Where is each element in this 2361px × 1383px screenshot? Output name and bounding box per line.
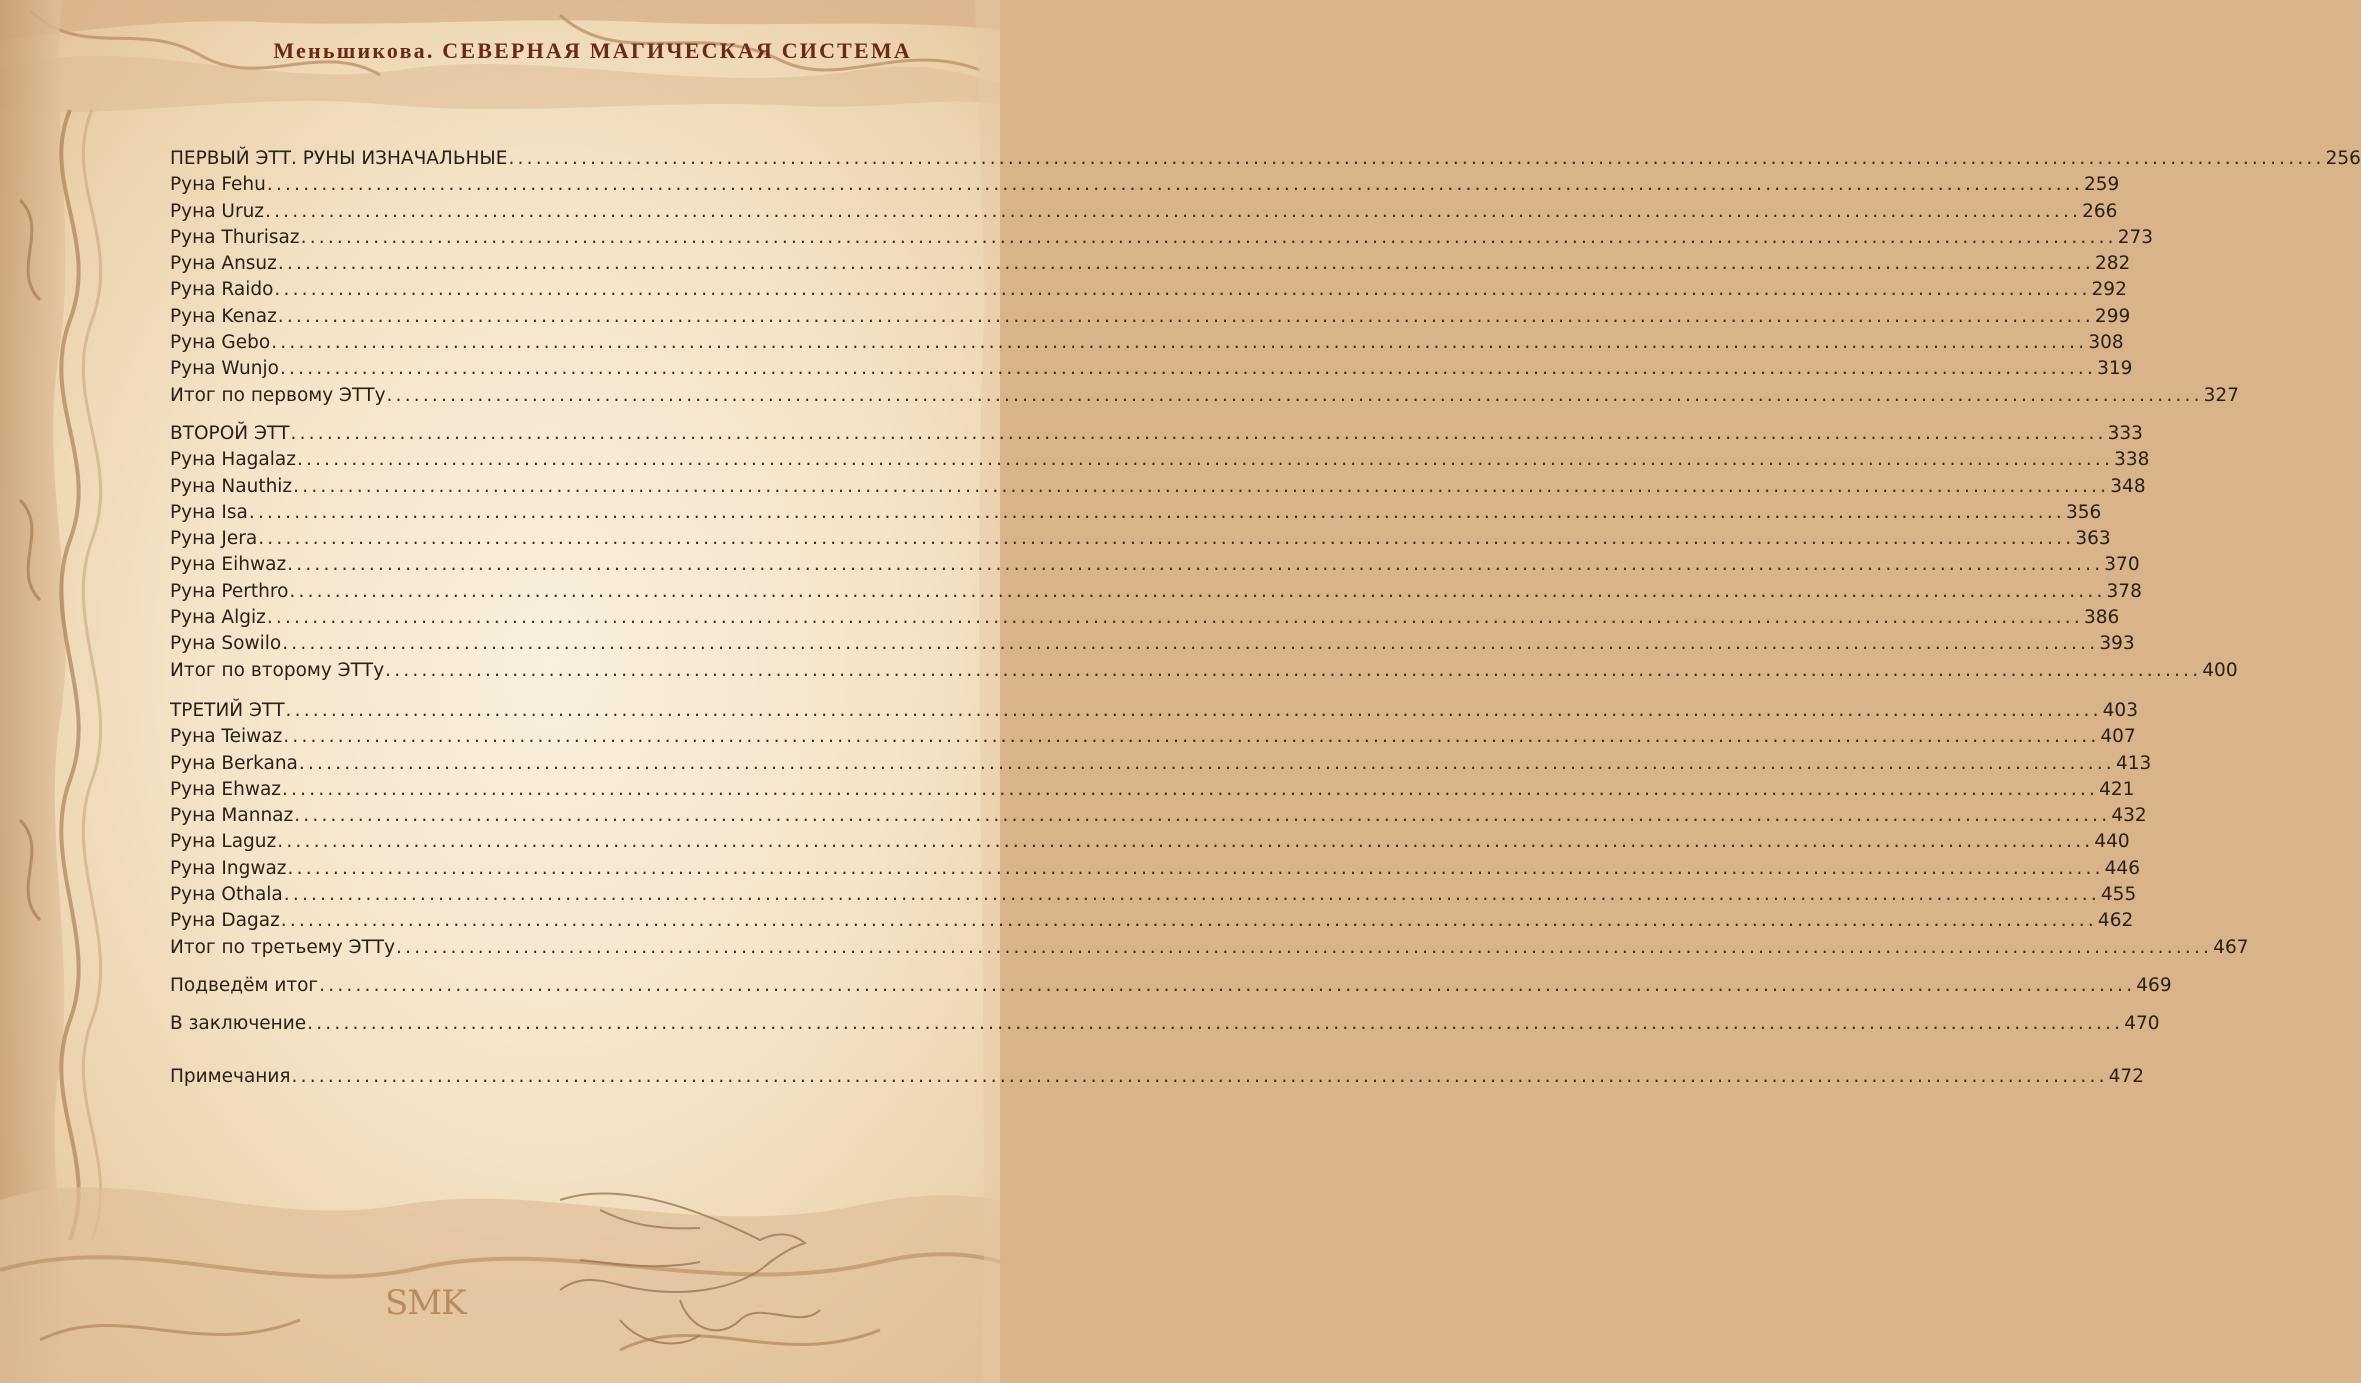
toc-entry-page: 432	[2111, 805, 2147, 827]
toc-entry-title: Руна Hagalaz	[170, 449, 296, 471]
toc-entry[interactable]	[170, 751, 2152, 777]
toc-entry-title: Итог по первому ЭТТу	[170, 384, 386, 406]
toc-entry[interactable]	[170, 579, 2142, 605]
toc-leader-dots: ........................................................................................................................................................................................................	[277, 831, 2094, 853]
toc-entry[interactable]	[170, 605, 2120, 631]
table-of-contents	[170, 146, 2361, 1090]
toc-entry-page: 400	[2202, 659, 2238, 681]
toc-entry[interactable]	[170, 251, 2131, 277]
toc-entry-title: Руна Ansuz	[170, 253, 277, 275]
toc-leader-dots: ........................................................................................................................................................................................................	[508, 148, 2325, 169]
toc-entry[interactable]	[170, 447, 2150, 473]
section-gap	[170, 1038, 941, 1064]
toc-entry-title: ТРЕТИЙ ЭТТ	[170, 699, 285, 721]
toc-entry-title: Руна Fehu	[170, 174, 266, 196]
header-text	[273, 38, 912, 64]
toc-entry-page: 378	[2106, 580, 2142, 602]
toc-leader-dots: ........................................................................................................................................................................................................	[274, 279, 2091, 301]
toc-entry[interactable]	[170, 631, 2135, 657]
toc-entry-page: 338	[2114, 449, 2150, 471]
toc-leader-dots: ........................................................................................................................................................................................................	[307, 1013, 2124, 1035]
toc-entry-title: Руна Teiwaz	[170, 726, 283, 748]
toc-entry-title: ПЕРВЫЙ ЭТТ. РУНЫ ИЗНАЧАЛЬНЫЕ	[170, 148, 508, 169]
toc-entry-page: 292	[2091, 279, 2127, 301]
toc-entry[interactable]	[170, 856, 2140, 882]
toc-entry-page: 356	[2065, 501, 2102, 523]
toc-entry-title: ВТОРОЙ ЭТТ	[170, 422, 290, 444]
toc-leader-dots: ........................................................................................................................................................................................................	[283, 726, 2100, 748]
toc-entry[interactable]	[170, 172, 2120, 198]
toc-leader-dots: ........................................................................................................................................................................................................	[258, 528, 2075, 550]
toc-entry[interactable]	[170, 777, 2135, 803]
toc-entry-page: 256	[2325, 148, 2361, 169]
toc-leader-dots: ........................................................................................................................................................................................................	[385, 659, 2202, 681]
toc-leader-dots: ........................................................................................................................................................................................................	[290, 422, 2107, 444]
toc-entry-title: Руна Perthro	[170, 580, 289, 602]
toc-entry-page: 407	[2100, 726, 2136, 748]
toc-entry-title: Итог по третьему ЭТТу	[170, 936, 396, 958]
toc-entry-title: Руна Ehwaz	[170, 778, 282, 800]
section-gap	[170, 961, 941, 973]
toc-leader-dots: ........................................................................................................................................................................................................	[396, 936, 2213, 958]
toc-entry-title: Руна Dagaz	[170, 910, 280, 932]
toc-entry-title: Руна Berkana	[170, 752, 298, 774]
toc-entry-title: В заключение	[170, 1013, 307, 1035]
toc-entry-title: Руна Othala	[170, 884, 283, 906]
toc-entry[interactable]	[170, 304, 2131, 330]
toc-entry-title: Руна Ingwaz	[170, 857, 287, 879]
toc-leader-dots: ........................................................................................................................................................................................................	[285, 699, 2102, 721]
toc-entry-title: Итог по второму ЭТТу	[170, 659, 385, 681]
toc-leader-dots: ........................................................................................................................................................................................................	[296, 449, 2114, 471]
toc-entry[interactable]	[170, 724, 2136, 750]
header-book-title: СЕВЕРНАЯ МАГИЧЕСКАЯ СИСТЕМА	[442, 38, 912, 63]
toc-leader-dots: ........................................................................................................................................................................................................	[298, 752, 2116, 774]
toc-entry-page: 446	[2104, 857, 2140, 879]
toc-entry-title: Руна Uruz	[170, 200, 264, 222]
toc-entry-page: 363	[2075, 528, 2111, 550]
toc-entry-page: 266	[2082, 200, 2118, 222]
toc-entry[interactable]	[170, 658, 2238, 684]
toc-entry-title: Руна Raido	[170, 279, 274, 301]
toc-entry[interactable]	[170, 356, 2133, 382]
toc-leader-dots: ........................................................................................................................................................................................................	[277, 253, 2094, 275]
toc-entry-title: Руна Thurisaz	[170, 226, 300, 248]
toc-leader-dots: ........................................................................................................................................................................................................	[277, 305, 2094, 327]
toc-entry[interactable]	[170, 330, 2124, 356]
toc-entry-title: Руна Isa	[170, 501, 248, 523]
section-gap	[170, 999, 941, 1011]
toc-entry-title: Руна Wunjo	[170, 358, 279, 380]
toc-entry-title: Руна Sowilo	[170, 633, 282, 655]
toc-entry[interactable]	[170, 698, 2138, 724]
toc-entry-page: 455	[2100, 884, 2137, 906]
toc-leader-dots: ........................................................................................................................................................................................................	[248, 501, 2065, 523]
toc-entry-title: Руна Kenaz	[170, 305, 277, 327]
toc-entry-page: 273	[2117, 226, 2154, 248]
toc-entry-page: 467	[2213, 936, 2249, 958]
toc-entry[interactable]	[170, 829, 2130, 855]
toc-leader-dots: ........................................................................................................................................................................................................	[283, 884, 2100, 906]
toc-entry-page: 282	[2095, 253, 2131, 275]
toc-entry[interactable]	[170, 383, 2239, 409]
toc-entry-page: 370	[2104, 554, 2140, 576]
toc-entry-page: 393	[2099, 633, 2135, 655]
toc-leader-dots: ........................................................................................................................................................................................................	[266, 174, 2084, 196]
toc-entry[interactable]	[170, 552, 2140, 578]
toc-entry-title: Примечания	[170, 1065, 291, 1087]
header-author: Меньшикова.	[273, 38, 435, 63]
toc-leader-dots: ........................................................................................................................................................................................................	[287, 554, 2104, 576]
toc-entry[interactable]	[170, 882, 2137, 908]
toc-entry[interactable]	[170, 526, 2111, 552]
toc-leader-dots: ........................................................................................................................................................................................................	[294, 805, 2111, 827]
toc-leader-dots: ........................................................................................................................................................................................................	[287, 857, 2104, 879]
toc-leader-dots: ........................................................................................................................................................................................................	[293, 475, 2110, 497]
toc-entry-page: 259	[2084, 174, 2120, 196]
toc-entry-title: Руна Mannaz	[170, 805, 294, 827]
toc-entry-page: 470	[2124, 1013, 2160, 1035]
toc-leader-dots: ........................................................................................................................................................................................................	[265, 200, 2082, 222]
toc-entry-page: 469	[2136, 974, 2172, 996]
toc-leader-dots: ........................................................................................................................................................................................................	[319, 974, 2136, 996]
toc-entry[interactable]	[170, 421, 2143, 447]
toc-entry[interactable]	[170, 225, 2154, 251]
toc-leader-dots: ........................................................................................................................................................................................................	[282, 778, 2099, 800]
toc-leader-dots: ........................................................................................................................................................................................................	[282, 633, 2099, 655]
toc-entry-page: 308	[2088, 332, 2124, 354]
toc-leader-dots: ........................................................................................................................................................................................................	[280, 910, 2097, 932]
toc-entry-page: 440	[2094, 831, 2130, 853]
toc-entry[interactable]	[170, 1064, 2144, 1090]
toc-leader-dots: ........................................................................................................................................................................................................	[279, 358, 2097, 380]
toc-entry-page: 462	[2097, 910, 2134, 932]
toc-leader-dots: ........................................................................................................................................................................................................	[271, 332, 2088, 354]
section-gap	[170, 409, 941, 421]
toc-entry[interactable]	[170, 146, 2361, 172]
toc-leader-dots: ........................................................................................................................................................................................................	[266, 607, 2083, 629]
toc-entry-title: Руна Eihwaz	[170, 554, 287, 576]
toc-entry-page: 386	[2083, 607, 2120, 629]
publisher-logo: SMK	[385, 1283, 466, 1323]
toc-entry[interactable]	[170, 1011, 2160, 1037]
toc-entry-page: 348	[2110, 475, 2146, 497]
toc-entry-title: Руна Algiz	[170, 607, 266, 629]
toc-leader-dots: ........................................................................................................................................................................................................	[291, 1065, 2108, 1087]
toc-entry[interactable]	[170, 908, 2134, 934]
toc-entry-title: Руна Gebo	[170, 332, 271, 354]
toc-entry-page: 421	[2099, 778, 2135, 800]
toc-entry[interactable]	[170, 474, 2146, 500]
toc-entry-title: Руна Laguz	[170, 831, 277, 853]
toc-leader-dots: ........................................................................................................................................................................................................	[289, 580, 2106, 602]
toc-entry-title: Подведём итог	[170, 974, 319, 996]
section-gap	[170, 684, 941, 698]
toc-entry[interactable]	[170, 500, 2102, 526]
toc-entry-page: 333	[2107, 422, 2143, 444]
toc-entry-page: 413	[2116, 752, 2152, 774]
toc-leader-dots: ........................................................................................................................................................................................................	[386, 384, 2203, 406]
toc-entry[interactable]	[170, 973, 2172, 999]
toc-entry-page: 403	[2102, 699, 2138, 721]
toc-entry-title: Руна Nauthiz	[170, 475, 293, 497]
toc-entry-title: Руна Jera	[170, 528, 258, 550]
toc-leader-dots: ........................................................................................................................................................................................................	[300, 226, 2117, 248]
toc-entry[interactable]	[170, 199, 2118, 225]
toc-entry-page: 299	[2094, 305, 2131, 327]
toc-entry-page: 327	[2203, 384, 2239, 406]
toc-entry[interactable]	[170, 277, 2127, 303]
toc-entry-page: 319	[2097, 358, 2133, 380]
toc-entry[interactable]	[170, 803, 2147, 829]
toc-entry-page: 472	[2108, 1065, 2144, 1087]
toc-entry[interactable]	[170, 935, 2249, 961]
